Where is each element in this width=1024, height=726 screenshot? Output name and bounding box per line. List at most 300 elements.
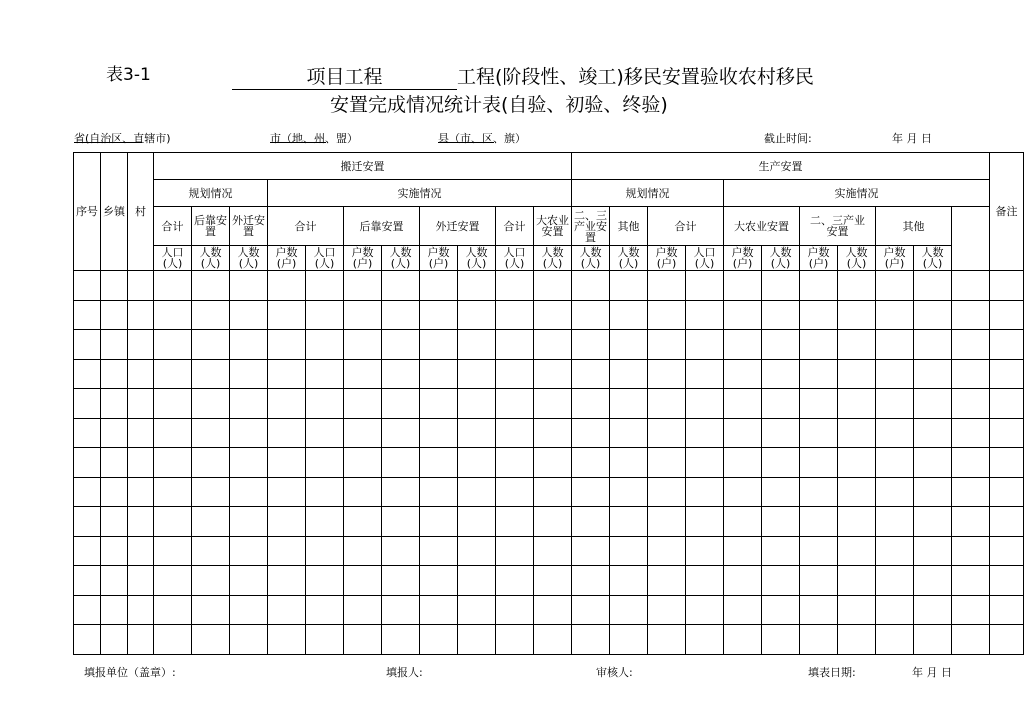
data-cell[interactable] [230,359,268,389]
data-cell[interactable] [610,389,648,419]
data-cell[interactable] [838,271,876,301]
data-cell[interactable] [268,625,306,655]
data-cell[interactable] [101,477,128,507]
data-cell[interactable] [800,389,838,419]
data-cell[interactable] [876,330,914,360]
data-cell[interactable] [496,330,534,360]
data-cell[interactable] [458,625,496,655]
data-cell[interactable] [154,271,192,301]
data-cell[interactable] [952,359,990,389]
data-cell[interactable] [648,330,686,360]
data-cell[interactable] [990,389,1024,419]
data-cell[interactable] [192,359,230,389]
data-cell[interactable] [306,536,344,566]
data-cell[interactable] [154,625,192,655]
data-cell[interactable] [458,536,496,566]
data-cell[interactable] [990,330,1024,360]
data-cell[interactable] [192,477,230,507]
data-cell[interactable] [534,271,572,301]
data-cell[interactable] [458,300,496,330]
data-cell[interactable] [610,507,648,537]
data-cell[interactable] [420,389,458,419]
data-cell[interactable] [838,477,876,507]
data-cell[interactable] [838,389,876,419]
data-cell[interactable] [686,625,724,655]
data-cell[interactable] [420,566,458,596]
data-cell[interactable] [128,330,154,360]
data-cell[interactable] [154,566,192,596]
data-cell[interactable] [990,507,1024,537]
data-cell[interactable] [762,418,800,448]
data-cell[interactable] [572,507,610,537]
data-cell[interactable] [724,418,762,448]
data-cell[interactable] [382,389,420,419]
data-cell[interactable] [648,477,686,507]
data-cell[interactable] [128,271,154,301]
data-cell[interactable] [344,271,382,301]
data-cell[interactable] [914,448,952,478]
data-cell[interactable] [686,330,724,360]
data-cell[interactable] [192,625,230,655]
data-cell[interactable] [154,389,192,419]
data-cell[interactable] [154,448,192,478]
data-cell[interactable] [382,359,420,389]
data-cell[interactable] [534,595,572,625]
data-cell[interactable] [128,566,154,596]
data-cell[interactable] [101,330,128,360]
data-cell[interactable] [762,448,800,478]
data-cell[interactable] [74,566,101,596]
data-cell[interactable] [496,300,534,330]
data-cell[interactable] [496,566,534,596]
data-cell[interactable] [458,507,496,537]
data-cell[interactable] [101,389,128,419]
data-cell[interactable] [876,271,914,301]
data-cell[interactable] [686,595,724,625]
data-cell[interactable] [648,536,686,566]
data-cell[interactable] [382,507,420,537]
data-cell[interactable] [648,595,686,625]
data-cell[interactable] [420,330,458,360]
data-cell[interactable] [952,330,990,360]
data-cell[interactable] [420,595,458,625]
data-cell[interactable] [268,300,306,330]
data-cell[interactable] [101,271,128,301]
data-cell[interactable] [382,566,420,596]
data-cell[interactable] [952,566,990,596]
data-cell[interactable] [800,330,838,360]
data-cell[interactable] [876,359,914,389]
data-cell[interactable] [268,595,306,625]
data-cell[interactable] [800,418,838,448]
data-cell[interactable] [192,389,230,419]
data-cell[interactable] [990,566,1024,596]
data-cell[interactable] [306,359,344,389]
data-cell[interactable] [128,536,154,566]
data-cell[interactable] [610,418,648,448]
data-cell[interactable] [686,389,724,419]
data-cell[interactable] [990,271,1024,301]
data-cell[interactable] [496,389,534,419]
data-cell[interactable] [952,300,990,330]
data-cell[interactable] [610,536,648,566]
data-cell[interactable] [952,271,990,301]
data-cell[interactable] [306,271,344,301]
data-cell[interactable] [382,477,420,507]
data-cell[interactable] [762,477,800,507]
data-cell[interactable] [990,595,1024,625]
data-cell[interactable] [192,418,230,448]
data-cell[interactable] [534,389,572,419]
data-cell[interactable] [344,418,382,448]
data-cell[interactable] [306,448,344,478]
data-cell[interactable] [306,300,344,330]
data-cell[interactable] [990,359,1024,389]
data-cell[interactable] [382,595,420,625]
data-cell[interactable] [230,300,268,330]
data-cell[interactable] [876,536,914,566]
data-cell[interactable] [496,359,534,389]
data-cell[interactable] [914,389,952,419]
data-cell[interactable] [762,507,800,537]
data-cell[interactable] [990,448,1024,478]
data-cell[interactable] [101,507,128,537]
data-cell[interactable] [762,300,800,330]
data-cell[interactable] [382,330,420,360]
data-cell[interactable] [648,448,686,478]
data-cell[interactable] [952,477,990,507]
data-cell[interactable] [101,359,128,389]
data-cell[interactable] [534,300,572,330]
data-cell[interactable] [192,595,230,625]
data-cell[interactable] [724,448,762,478]
data-cell[interactable] [914,507,952,537]
data-cell[interactable] [496,536,534,566]
data-cell[interactable] [268,536,306,566]
data-cell[interactable] [990,625,1024,655]
data-cell[interactable] [610,625,648,655]
data-cell[interactable] [686,271,724,301]
data-cell[interactable] [610,271,648,301]
data-cell[interactable] [952,389,990,419]
data-cell[interactable] [192,271,230,301]
data-cell[interactable] [686,300,724,330]
data-cell[interactable] [268,507,306,537]
data-cell[interactable] [610,566,648,596]
data-cell[interactable] [648,507,686,537]
data-cell[interactable] [306,566,344,596]
data-cell[interactable] [420,536,458,566]
data-cell[interactable] [154,330,192,360]
data-cell[interactable] [648,271,686,301]
data-cell[interactable] [800,477,838,507]
data-cell[interactable] [128,359,154,389]
data-cell[interactable] [686,448,724,478]
data-cell[interactable] [990,300,1024,330]
data-cell[interactable] [192,448,230,478]
data-cell[interactable] [610,330,648,360]
data-cell[interactable] [344,359,382,389]
data-cell[interactable] [128,448,154,478]
data-cell[interactable] [534,330,572,360]
data-cell[interactable] [648,389,686,419]
data-cell[interactable] [952,595,990,625]
data-cell[interactable] [306,595,344,625]
data-cell[interactable] [876,300,914,330]
data-cell[interactable] [572,595,610,625]
data-cell[interactable] [74,389,101,419]
data-cell[interactable] [128,477,154,507]
data-cell[interactable] [128,418,154,448]
data-cell[interactable] [914,536,952,566]
data-cell[interactable] [101,595,128,625]
data-cell[interactable] [192,507,230,537]
data-cell[interactable] [610,359,648,389]
data-cell[interactable] [230,330,268,360]
data-cell[interactable] [230,448,268,478]
data-cell[interactable] [154,300,192,330]
data-cell[interactable] [648,359,686,389]
data-cell[interactable] [420,507,458,537]
data-cell[interactable] [686,418,724,448]
data-cell[interactable] [230,566,268,596]
data-cell[interactable] [876,566,914,596]
data-cell[interactable] [838,595,876,625]
data-cell[interactable] [192,300,230,330]
data-cell[interactable] [534,448,572,478]
data-cell[interactable] [838,448,876,478]
data-cell[interactable] [724,477,762,507]
data-cell[interactable] [420,448,458,478]
data-cell[interactable] [101,300,128,330]
data-cell[interactable] [344,566,382,596]
data-cell[interactable] [192,566,230,596]
data-cell[interactable] [800,536,838,566]
data-cell[interactable] [230,625,268,655]
data-cell[interactable] [914,300,952,330]
data-cell[interactable] [534,625,572,655]
data-cell[interactable] [838,418,876,448]
data-cell[interactable] [572,566,610,596]
data-cell[interactable] [724,595,762,625]
data-cell[interactable] [876,595,914,625]
data-cell[interactable] [230,507,268,537]
data-cell[interactable] [572,448,610,478]
data-cell[interactable] [876,448,914,478]
data-cell[interactable] [572,389,610,419]
data-cell[interactable] [648,418,686,448]
data-cell[interactable] [382,448,420,478]
data-cell[interactable] [724,271,762,301]
data-cell[interactable] [838,566,876,596]
data-cell[interactable] [458,271,496,301]
data-cell[interactable] [990,536,1024,566]
data-cell[interactable] [952,448,990,478]
data-cell[interactable] [420,625,458,655]
data-cell[interactable] [800,271,838,301]
data-cell[interactable] [101,418,128,448]
data-cell[interactable] [914,359,952,389]
data-cell[interactable] [306,389,344,419]
data-cell[interactable] [800,595,838,625]
data-cell[interactable] [74,595,101,625]
data-cell[interactable] [762,271,800,301]
data-cell[interactable] [344,507,382,537]
data-cell[interactable] [458,330,496,360]
data-cell[interactable] [306,507,344,537]
data-cell[interactable] [420,359,458,389]
data-cell[interactable] [572,271,610,301]
data-cell[interactable] [128,507,154,537]
data-cell[interactable] [724,359,762,389]
data-cell[interactable] [800,448,838,478]
data-cell[interactable] [306,477,344,507]
data-cell[interactable] [344,625,382,655]
data-cell[interactable] [762,566,800,596]
data-cell[interactable] [838,359,876,389]
data-cell[interactable] [686,507,724,537]
data-cell[interactable] [420,477,458,507]
data-cell[interactable] [74,418,101,448]
data-cell[interactable] [458,566,496,596]
data-cell[interactable] [496,507,534,537]
data-cell[interactable] [458,477,496,507]
data-cell[interactable] [724,507,762,537]
data-cell[interactable] [724,330,762,360]
data-cell[interactable] [74,625,101,655]
data-cell[interactable] [838,536,876,566]
data-cell[interactable] [382,271,420,301]
data-cell[interactable] [914,625,952,655]
data-cell[interactable] [230,536,268,566]
data-cell[interactable] [496,625,534,655]
data-cell[interactable] [686,477,724,507]
data-cell[interactable] [458,448,496,478]
data-cell[interactable] [74,271,101,301]
data-cell[interactable] [686,536,724,566]
data-cell[interactable] [762,595,800,625]
data-cell[interactable] [876,418,914,448]
data-cell[interactable] [268,477,306,507]
data-cell[interactable] [572,330,610,360]
data-cell[interactable] [800,300,838,330]
data-cell[interactable] [101,566,128,596]
data-cell[interactable] [74,536,101,566]
data-cell[interactable] [610,595,648,625]
data-cell[interactable] [101,536,128,566]
data-cell[interactable] [838,330,876,360]
data-cell[interactable] [572,359,610,389]
data-cell[interactable] [876,625,914,655]
data-cell[interactable] [838,507,876,537]
data-cell[interactable] [952,536,990,566]
data-cell[interactable] [458,389,496,419]
data-cell[interactable] [268,330,306,360]
data-cell[interactable] [344,536,382,566]
data-cell[interactable] [458,418,496,448]
data-cell[interactable] [572,477,610,507]
data-cell[interactable] [344,477,382,507]
data-cell[interactable] [101,448,128,478]
data-cell[interactable] [724,300,762,330]
data-cell[interactable] [914,595,952,625]
data-cell[interactable] [420,300,458,330]
data-cell[interactable] [800,359,838,389]
data-cell[interactable] [952,507,990,537]
data-cell[interactable] [686,359,724,389]
data-cell[interactable] [192,536,230,566]
data-cell[interactable] [800,625,838,655]
data-cell[interactable] [572,418,610,448]
data-cell[interactable] [382,536,420,566]
data-cell[interactable] [724,566,762,596]
data-cell[interactable] [154,359,192,389]
data-cell[interactable] [534,477,572,507]
data-cell[interactable] [990,477,1024,507]
data-cell[interactable] [230,271,268,301]
data-cell[interactable] [230,418,268,448]
data-cell[interactable] [838,625,876,655]
data-cell[interactable] [74,330,101,360]
data-cell[interactable] [154,418,192,448]
data-cell[interactable] [800,566,838,596]
data-cell[interactable] [876,477,914,507]
data-cell[interactable] [458,359,496,389]
data-cell[interactable] [154,507,192,537]
data-cell[interactable] [572,625,610,655]
data-cell[interactable] [268,359,306,389]
data-cell[interactable] [344,300,382,330]
data-cell[interactable] [914,271,952,301]
data-cell[interactable] [838,300,876,330]
data-cell[interactable] [534,359,572,389]
data-cell[interactable] [268,271,306,301]
data-cell[interactable] [154,477,192,507]
data-cell[interactable] [420,271,458,301]
data-cell[interactable] [268,418,306,448]
data-cell[interactable] [344,330,382,360]
data-cell[interactable] [914,477,952,507]
data-cell[interactable] [572,536,610,566]
data-cell[interactable] [192,330,230,360]
data-cell[interactable] [914,418,952,448]
data-cell[interactable] [74,477,101,507]
data-cell[interactable] [724,389,762,419]
data-cell[interactable] [128,389,154,419]
data-cell[interactable] [306,625,344,655]
data-cell[interactable] [762,625,800,655]
data-cell[interactable] [534,536,572,566]
data-cell[interactable] [572,300,610,330]
data-cell[interactable] [990,418,1024,448]
data-cell[interactable] [344,595,382,625]
data-cell[interactable] [762,359,800,389]
data-cell[interactable] [382,300,420,330]
data-cell[interactable] [648,625,686,655]
data-cell[interactable] [154,536,192,566]
data-cell[interactable] [496,595,534,625]
data-cell[interactable] [230,389,268,419]
data-cell[interactable] [648,300,686,330]
data-cell[interactable] [306,418,344,448]
data-cell[interactable] [610,448,648,478]
data-cell[interactable] [952,625,990,655]
data-cell[interactable] [420,418,458,448]
data-cell[interactable] [268,566,306,596]
data-cell[interactable] [496,271,534,301]
data-cell[interactable] [230,595,268,625]
data-cell[interactable] [230,477,268,507]
